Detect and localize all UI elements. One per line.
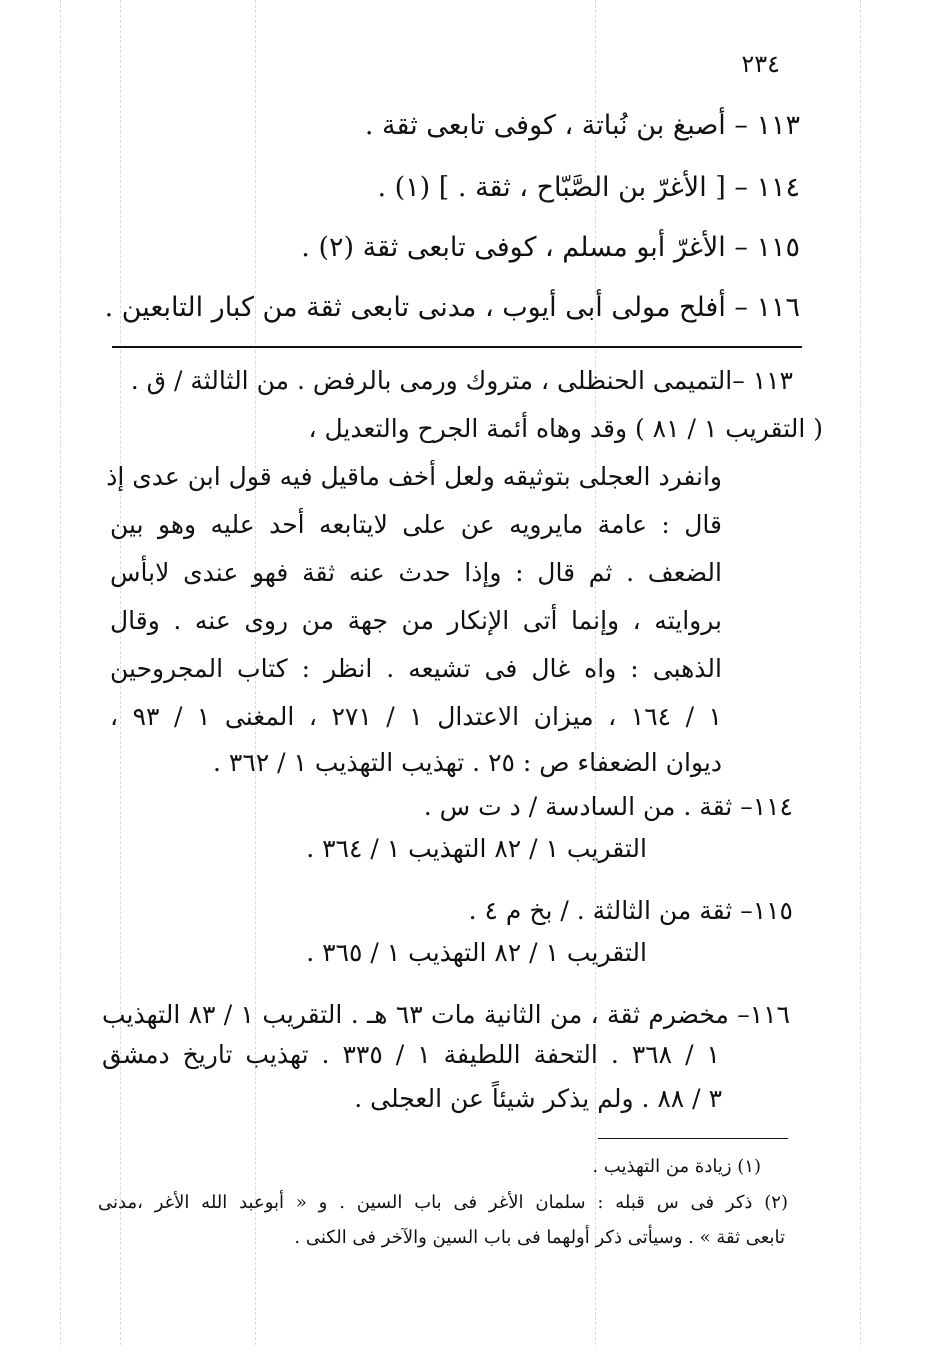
note-115-line: التقريب ١ / ٨٢ التهذيب ١ / ٣٦٥ . — [306, 938, 647, 967]
note-115-line: ١١٥– ثقة من الثالثة . / بخ م ٤ . — [468, 896, 793, 925]
note-113-line: وانفرد العجلى بتوثيقه ولعل أخف ماقيل فيه قول ابن عدى إذ — [106, 462, 722, 491]
note-113-line: ١ / ١٦٤ ، ميزان الاعتدال ١ / ٢٧١ ، المغنى ١ / ٩٣ ، — [110, 702, 722, 731]
note-113-line: ١١٣ –التميمى الحنظلى ، متروك ورمى بالرفض . من الثالثة / ق . — [130, 366, 793, 395]
note-113-line: الذهبى : واه غال فى تشيعه . انظر : كتاب المجروحين — [110, 654, 722, 683]
note-114-line: ١١٤– ثقة . من السادسة / د ت س . — [423, 792, 793, 821]
entry-115: ١١٥ – الأغرّ أبو مسلم ، كوفى تابعى ثقة (٢) . — [301, 232, 800, 263]
scan-guide-line — [60, 0, 61, 1345]
note-116-line: ١١٦– مخضرم ثقة ، من الثانية مات ٦٣ هـ . التقريب ١ / ٨٣ التهذيب — [102, 1000, 790, 1029]
note-116-line: ١ / ٣٦٨ . التحفة اللطيفة ١ / ٣٣٥ . تهذيب تاريخ دمشق — [102, 1040, 720, 1069]
footnote-2-continued: تابعى ثقة » . وسيأتى ذكر أولهما فى باب السين والآخر فى الكنى . — [294, 1227, 785, 1248]
note-113-line: الضعف . ثم قال : وإذا حدث عنه ثقة فهو عندى لابأس — [110, 558, 722, 587]
entry-113: ١١٣ – أصبغ بن نُباتة ، كوفى تابعى ثقة . — [364, 110, 800, 141]
scan-guide-line — [860, 0, 861, 1345]
page-number: ٢٣٤ — [741, 50, 780, 78]
note-113-line: ( التقريب ١ / ٨١ ) وقد وهاه أئمة الجرح والتعديل ، — [308, 414, 823, 443]
note-113-line: قال : عامة مايرويه عن على لايتابعه أحد عليه وهو بين — [110, 510, 722, 539]
main-separator — [112, 346, 802, 348]
note-113-line: بروايته ، وإنما أتى الإنكار من جهة من روى عنه . وقال — [110, 606, 722, 635]
footnote-1: (١) زيادة من التهذيب . — [592, 1156, 761, 1177]
footnote-separator — [598, 1138, 788, 1139]
entry-116: ١١٦ – أفلح مولى أبى أيوب ، مدنى تابعى ثقة من كبار التابعين . — [104, 292, 800, 323]
note-113-line: ديوان الضعفاء ص : ٢٥ . تهذيب التهذيب ١ / ٣٦٢ . — [212, 748, 722, 777]
note-116-line: ٣ / ٨٨ . ولم يذكر شيئاً عن العجلى . — [354, 1084, 722, 1113]
footnote-2: (٢) ذكر فى س قبله : سلمان الأغر فى باب السين . و « أبوعبد الله الأغر ،مدنى — [98, 1192, 788, 1213]
entry-114: ١١٤ – [ الأغرّ بن الصَّبّاح ، ثقة . ] (١) . — [377, 172, 800, 203]
note-114-line: التقريب ١ / ٨٢ التهذيب ١ / ٣٦٤ . — [306, 834, 647, 863]
